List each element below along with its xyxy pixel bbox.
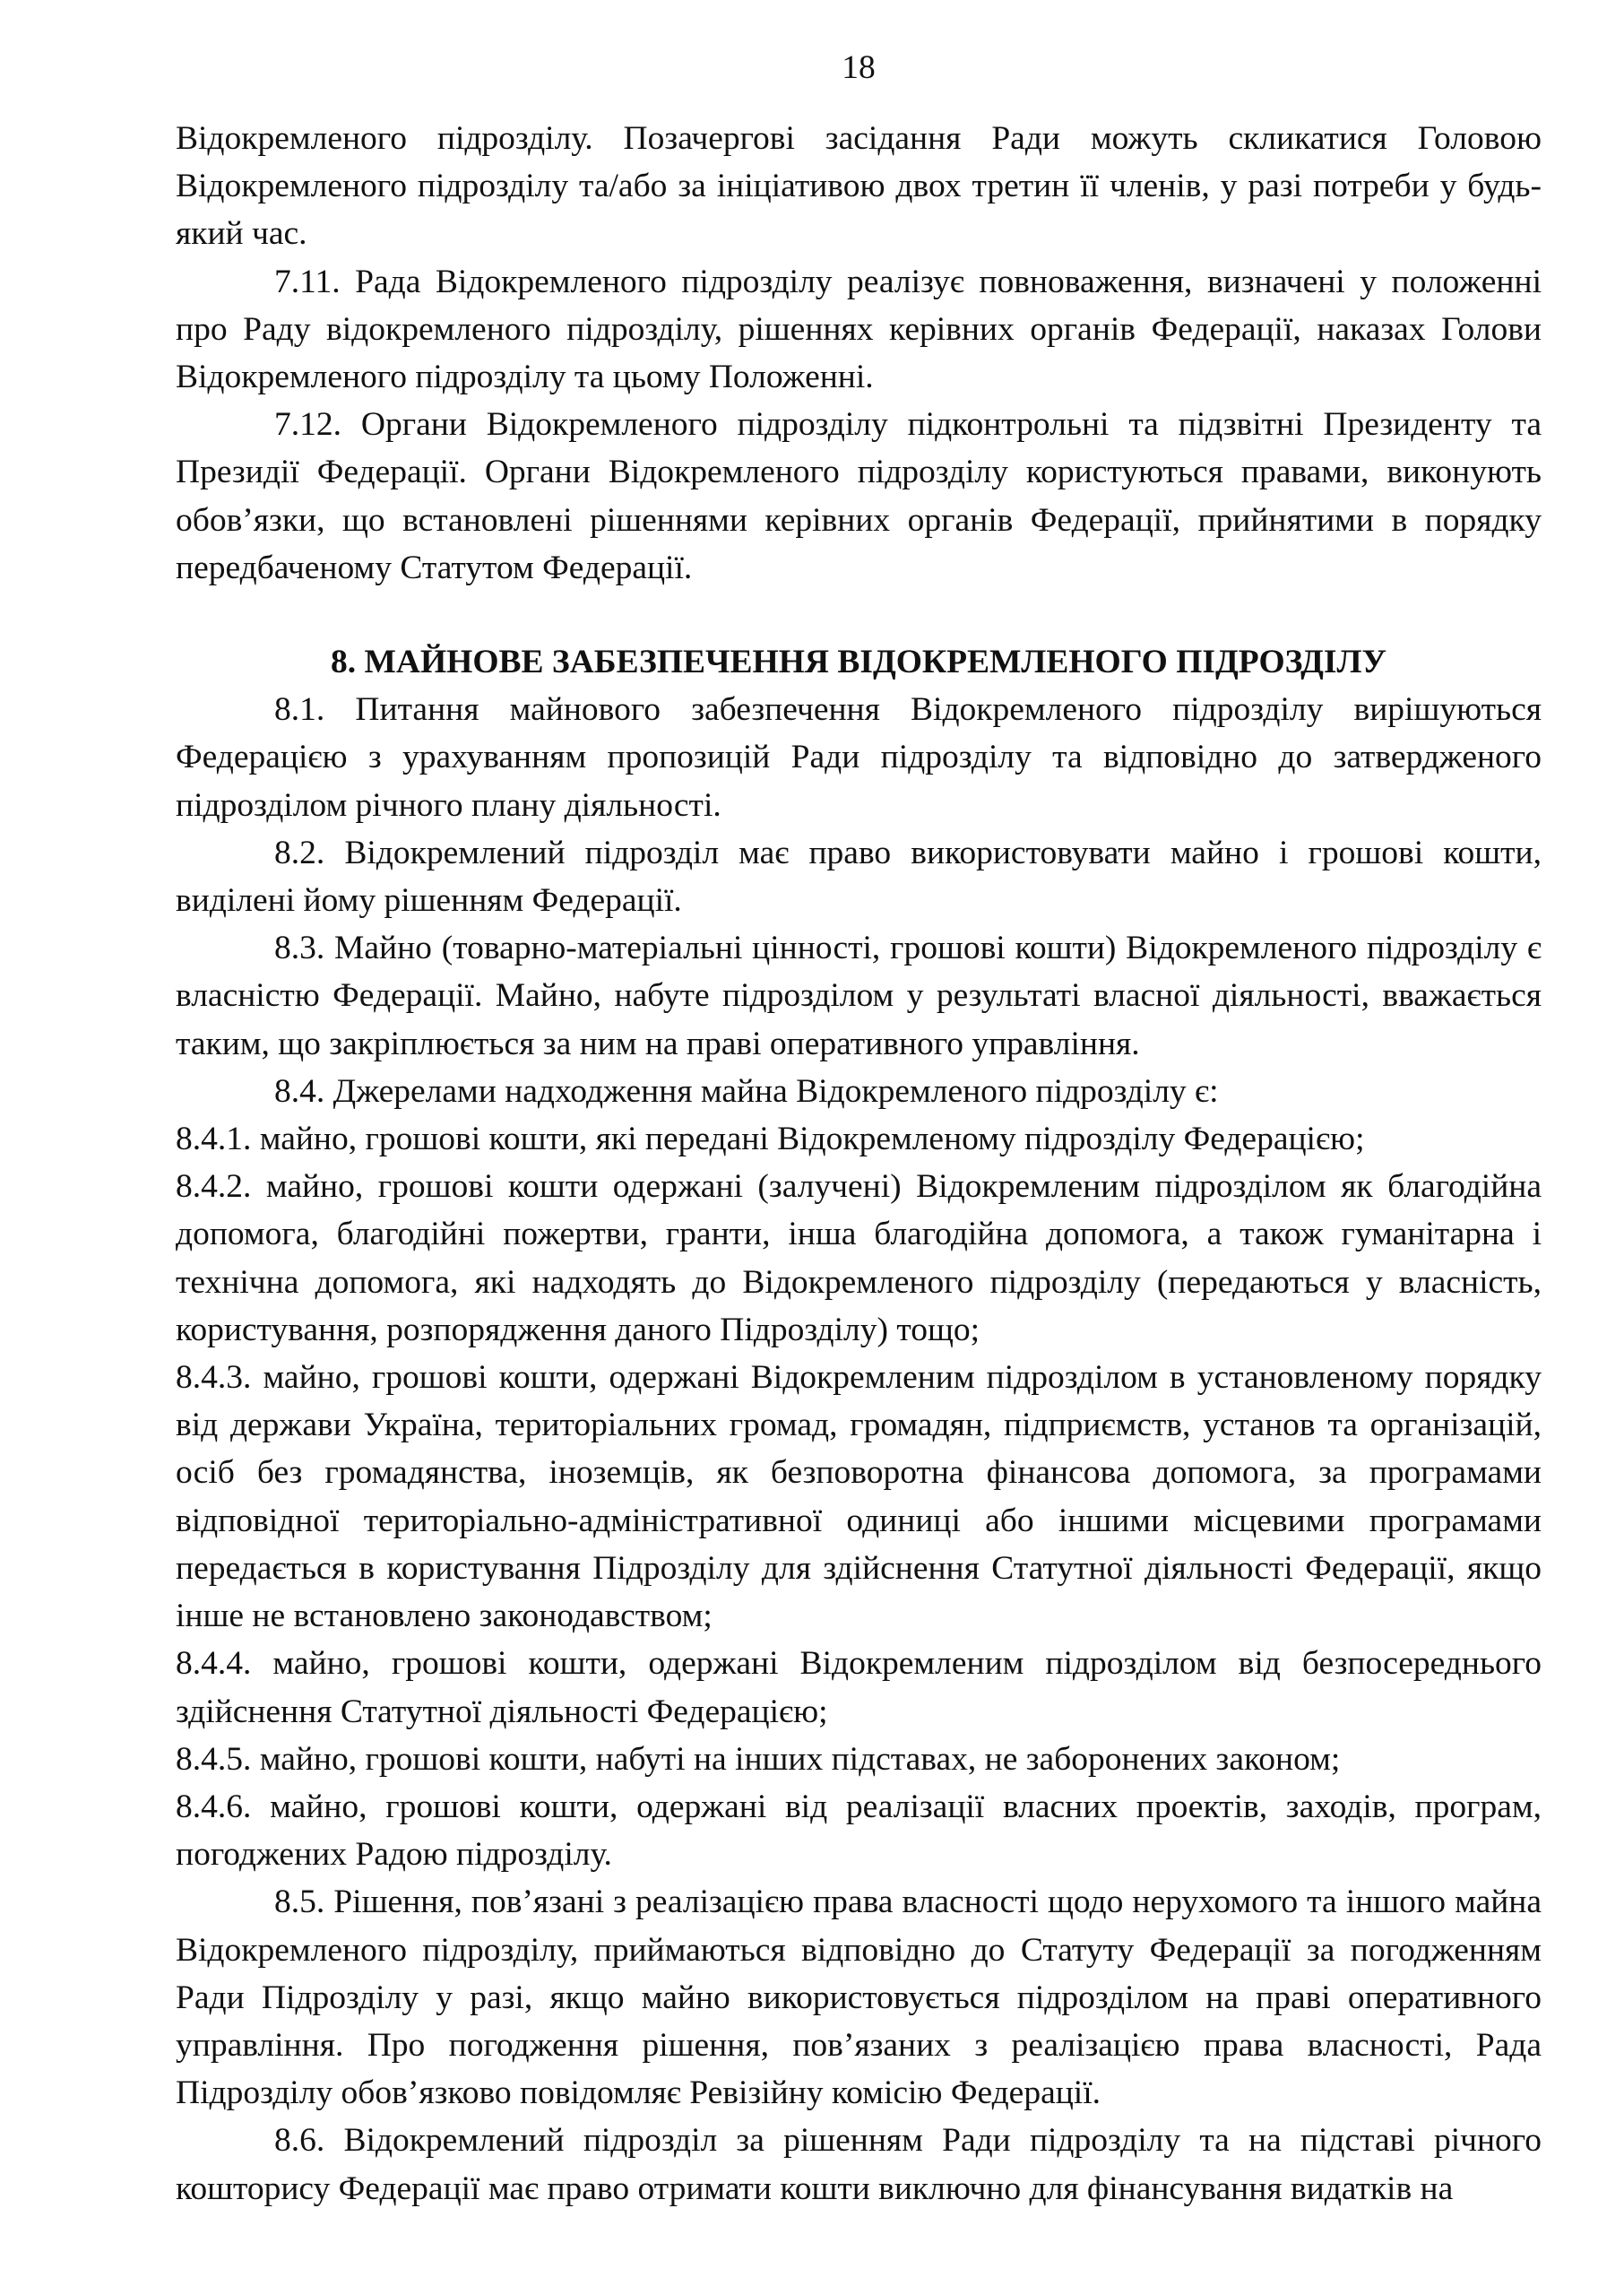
paragraph-8-4-1: 8.4.1. майно, грошові кошти, які передані Відокремленому підрозділу Федерацією; [176, 1121, 1365, 1158]
page-number: 18 [842, 49, 876, 86]
document-page [176, 43, 1542, 2213]
paragraph-8-4-4: 8.4.4. майно, грошові кошти, одержані Відокремленим підрозділом від безпосереднього здійснення Статутної діяльності Федерацією; [176, 1645, 1542, 1730]
section-heading: 8. МАЙНОВЕ ЗАБЕЗПЕЧЕННЯ ВІДОКРЕМЛЕНОГО ПІДРОЗДІЛУ [331, 644, 1386, 681]
paragraph-8-4: 8.4. Джерелами надходження майна Відокремленого підрозділу є: [274, 1072, 1219, 1110]
paragraph-8-2: 8.2. Відокремлений підрозділ має право використовувати майно і грошові кошти, виділені йому рішенням Федерації. [176, 834, 1542, 920]
paragraph-8-4-3: 8.4.3. майно, грошові кошти, одержані Відокремленим підрозділом в установленому порядку від держави Україна, територіальних громад, громадян, підприємств, установ та організацій, осіб без громадянства, іноземців, як безповоротна фінансова допомога, за програмами відповідної територіально-адміністративної одиниці або іншими місцевими програмами передається в користування Підрозділу для здійснення Статутної діяльності Федерації, якщо інше не встановлено законодавством; [176, 1359, 1542, 1635]
paragraph-8-4-5: 8.4.5. майно, грошові кошти, набуті на інших підставах, не заборонених законом; [176, 1740, 1341, 1778]
paragraph-8-4-6: 8.4.6. майно, грошові кошти, одержані від реалізації власних проектів, заходів, програм, погоджених Радою підрозділу. [176, 1788, 1542, 1874]
paragraph-8-6: 8.6. Відокремлений підрозділ за рішенням Ради підрозділу та на підставі річного кошторису Федерації має право отримати кошти виключно для фінансування видатків на [176, 2122, 1542, 2207]
paragraph-8-1: 8.1. Питання майнового забезпечення Відокремленого підрозділу вирішуються Федерацією з урахуванням пропозицій Ради підрозділу та відповідно до затвердженого підрозділом річного плану діяльності. [176, 691, 1542, 824]
paragraph-continuation: Відокремленого підрозділу. Позачергові засідання Ради можуть скликатися Головою Відокремленого підрозділу та/або за ініціативою двох третин її членів, у разі потреби у будь-який час. [176, 120, 1542, 253]
paragraph-8-5: 8.5. Рішення, пов’язані з реалізацією права власності щодо нерухомого та іншого майна Відокремленого підрозділу, приймаються відповідно до Статуту Федерації за погодженням Ради Підрозділу у разі, якщо майно використовується підрозділом на праві оперативного управління. Про погодження рішення, пов’язаних з реалізацією права власності, Рада Підрозділу обов’язково повідомляє Ревізійну комісію Федерації. [176, 1884, 1542, 2112]
paragraph-7-12: 7.12. Органи Відокремленого підрозділу підконтрольні та підзвітні Президенту та Президії Федерації. Органи Відокремленого підрозділу користуються правами, виконують обов’язки, що встановлені рішеннями керівних органів Федерації, прийнятими в порядку передбаченому Статутом Федерації. [176, 406, 1542, 586]
paragraph-8-3: 8.3. Майно (товарно-матеріальні цінності, грошові кошти) Відокремленого підрозділу є власністю Федерації. Майно, набуте підрозділом у результаті власної діяльності, вважається таким, що закріплюється за ним на праві оперативного управління. [176, 930, 1542, 1062]
paragraph-8-4-2: 8.4.2. майно, грошові кошти одержані (залучені) Відокремленим підрозділом як благодійна допомога, благодійні пожертви, гранти, інша благодійна допомога, а також гуманітарна і технічна допомога, які надходять до Відокремленого підрозділу (передаються у власність, користування, розпорядження даного Підрозділу) тощо; [176, 1168, 1542, 1348]
paragraph-7-11: 7.11. Рада Відокремленого підрозділу реалізує повноваження, визначені у положенні про Раду відокремленого підрозділу, рішеннях керівних органів Федерації, наказах Голови Відокремленого підрозділу та цьому Положенні. [176, 263, 1542, 396]
